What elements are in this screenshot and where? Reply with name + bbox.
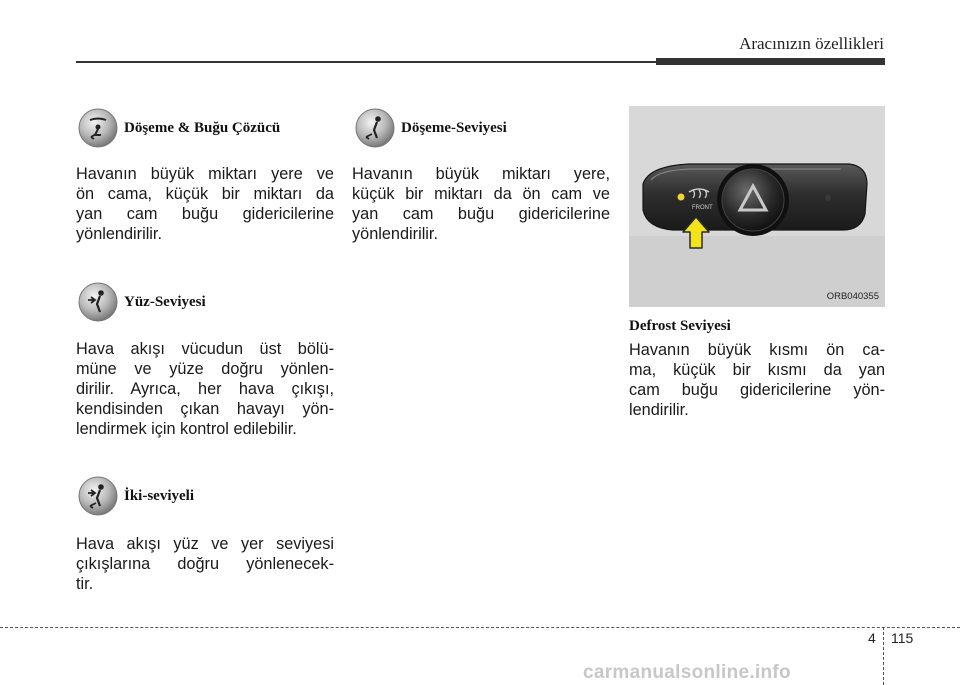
footer-divider — [883, 627, 884, 685]
section-floor-defrost-heading — [78, 108, 280, 148]
section-defrost-level-title: Defrost Seviyesi — [629, 318, 731, 334]
text-line: cam buğu gidericilerine yön- — [629, 381, 885, 399]
text-line: lendirilir. — [629, 401, 689, 419]
bi-level-mode-icon — [78, 476, 118, 516]
text-line: tir. — [76, 575, 94, 593]
text-line: Havanın büyük kısmı ön ca- — [629, 341, 885, 359]
section-floor-level-heading — [355, 108, 507, 148]
text-line: müne ve yüze doğru yönlen- — [76, 360, 334, 378]
section-floor-defrost-title: Döşeme & Buğu Çözücü — [124, 119, 281, 136]
footer-rule — [0, 627, 960, 628]
section-defrost-level-text — [629, 340, 885, 420]
defrost-button-photo — [629, 106, 885, 307]
section-face-level-text — [76, 339, 334, 439]
text-line: Havanın büyük miktarı yere, — [352, 165, 610, 183]
section-bi-level-heading — [78, 476, 194, 516]
section-face-level-title: Yüz-Seviyesi — [124, 293, 206, 310]
section-bi-level-title: İki-seviyeli — [124, 487, 194, 504]
text-line: dirilir. Ayrıca, her hava çıkışı, — [76, 380, 334, 398]
face-level-mode-icon — [78, 282, 118, 322]
section-floor-level-text — [352, 164, 610, 244]
text-line: Hava akışı yüz ve yer seviyesi — [76, 535, 334, 553]
text-line: çıkışlarına doğru yönlenecek- — [76, 555, 334, 573]
text-line: kendisinden çıkan havayı yön- — [76, 400, 334, 418]
floor-defrost-mode-icon — [78, 108, 118, 148]
page-header-title: Aracınızın özellikleri — [739, 34, 884, 53]
section-floor-defrost-text — [76, 164, 334, 244]
text-line: ma, küçük bir kısmı da yan — [629, 361, 885, 379]
section-floor-level-title: Döşeme-Seviyesi — [401, 119, 507, 136]
text-line: yan cam buğu gidericilerine — [76, 205, 334, 223]
text-line: lendirmek için kontrol edilebilir. — [76, 420, 297, 438]
text-line: yan cam buğu gidericilerine — [352, 205, 610, 223]
text-line: Hava akışı vücudun üst bölü- — [76, 340, 334, 358]
floor-level-mode-icon — [355, 108, 395, 148]
page-number: 115 — [891, 630, 914, 646]
photo-code: ORB040355 — [826, 291, 879, 302]
section-face-level-heading — [78, 282, 206, 322]
text-line: yönlendirilir. — [352, 225, 438, 243]
chapter-number: 4 — [868, 630, 876, 646]
section-bi-level-text — [76, 534, 334, 594]
watermark: carmanualsonline.info — [583, 662, 791, 683]
text-line: ön cama, küçük bir miktarı da — [76, 185, 334, 203]
text-line: Havanın büyük miktarı yere ve — [76, 165, 334, 183]
front-label: FRONT — [692, 205, 713, 211]
header-bar — [656, 58, 885, 65]
text-line: küçük bir miktarı da ön cam ve — [352, 185, 610, 203]
header-rule — [76, 61, 658, 63]
text-line: yönlendirilir. — [76, 225, 162, 243]
